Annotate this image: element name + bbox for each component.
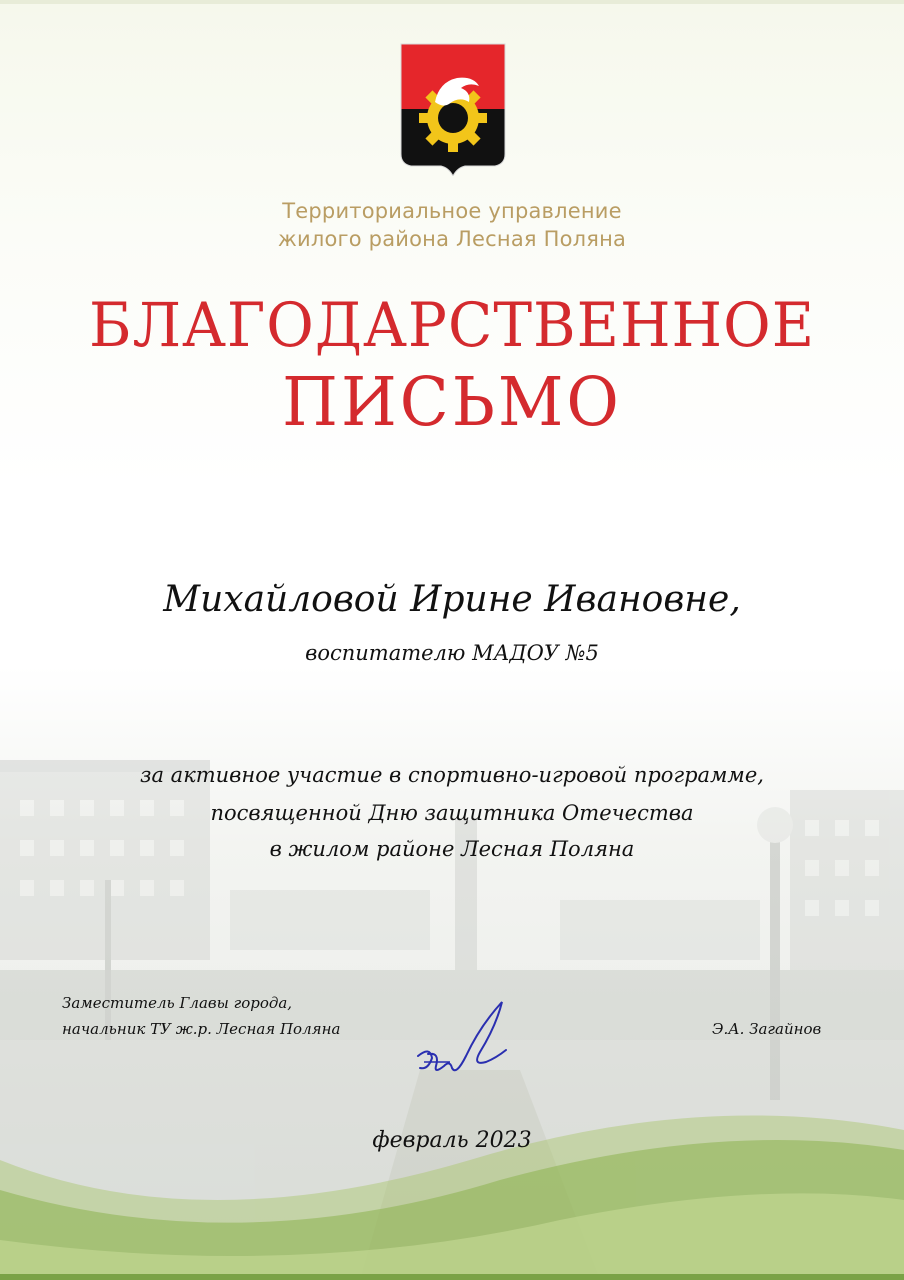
green-wave-decoration <box>0 1090 904 1280</box>
signatory-title-line-1: Заместитель Главы города, <box>62 994 293 1012</box>
signatory-title-line-2: начальник ТУ ж.р. Лесная Поляна <box>62 1020 341 1038</box>
reason-line-1: за активное участие в спортивно-игровой программе, <box>140 763 764 787</box>
reason-line-2: посвященной Дню защитника Отечества <box>210 801 694 825</box>
city-coat-of-arms-icon <box>399 42 507 176</box>
organization-line-1: Территориальное управление <box>282 199 622 223</box>
issue-date: февраль 2023 <box>372 1128 532 1153</box>
top-border <box>0 0 904 4</box>
handwritten-signature <box>410 996 520 1086</box>
bottom-border <box>0 1274 904 1280</box>
recipient-name: Михайловой Ирине Ивановне, <box>163 579 741 620</box>
reason-line-3: в жилом районе Лесная Поляна <box>269 837 635 861</box>
document-title-line-1: БЛАГОДАРСТВЕННОЕ <box>88 289 816 361</box>
organization-line-2: жилого района Лесная Поляна <box>277 227 627 251</box>
signatory-name: Э.А. Загайнов <box>712 1020 822 1038</box>
document-title-line-2: ПИСЬМО <box>282 364 622 442</box>
recipient-position: воспитателю МАДОУ №5 <box>305 641 599 665</box>
